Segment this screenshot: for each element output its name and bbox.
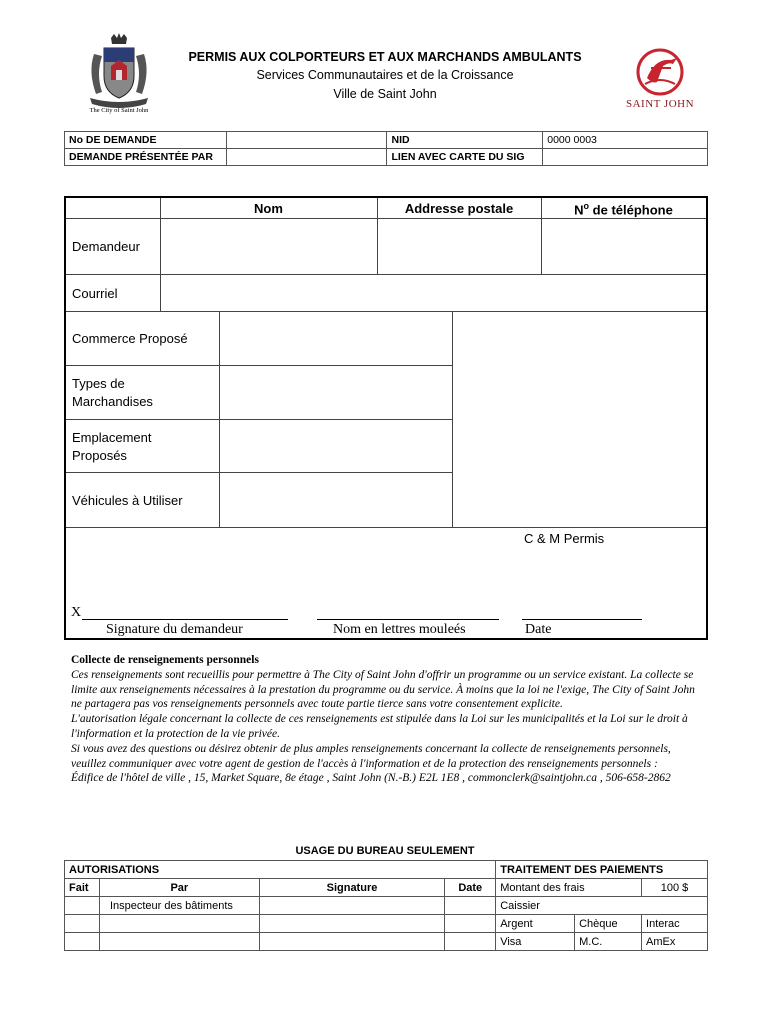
- fee-amount-label: Montant des frais: [496, 879, 642, 897]
- empty-cell[interactable]: [99, 933, 259, 951]
- signature-x-mark: X: [71, 605, 82, 620]
- cm-permit-label: C & M Permis: [524, 531, 605, 546]
- privacy-paragraph-2: L'autorisation légale concernant la collecte de ces renseignements est stipulée dans la Loi sur les municipalités et la Loi sur le droit à l'information et la protection de la vie privée.: [71, 713, 688, 740]
- application-form: [64, 196, 708, 640]
- building-inspector-label: Inspecteur des bâtiments: [99, 897, 259, 915]
- application-info-table: [64, 131, 708, 166]
- done-checkbox[interactable]: [65, 897, 100, 915]
- cashier-label: Caissier: [496, 897, 708, 915]
- fee-amount-value: 100 $: [642, 879, 708, 897]
- printed-name-caption: Nom en lettres mouleés: [333, 622, 466, 637]
- privacy-paragraph-1: Ces renseignements sont recueillis pour permettre à The City of Saint John d'offrir un programme ou un service existant. La collecte se limite aux renseignements nécessaires à la prestation du programme ou du service. À moins que la loi ne l'exige, The City of Saint John ne partagera pas vos renseignements personnels avec toute partie tierce sans votre consentement explicite.: [71, 668, 695, 711]
- cash-option[interactable]: Argent: [496, 915, 575, 933]
- signature-line[interactable]: [82, 619, 288, 620]
- authorizations-header: AUTORISATIONS: [65, 861, 496, 879]
- empty-cell[interactable]: [65, 915, 100, 933]
- signature-caption: Signature du demandeur: [106, 622, 243, 637]
- office-use-title: USAGE DU BUREAU SEULEMENT: [295, 845, 475, 857]
- signature-column-header: Signature: [259, 879, 445, 897]
- empty-cell[interactable]: [445, 915, 496, 933]
- nid-value[interactable]: 0000 0003: [543, 132, 708, 149]
- cheque-option[interactable]: Chèque: [575, 915, 642, 933]
- gis-link-label: LIEN AVEC CARTE DU SIG: [387, 149, 543, 166]
- date-column-header: Date: [445, 879, 496, 897]
- privacy-title: Collecte de renseignements personnels: [71, 654, 259, 666]
- by-column-header: Par: [99, 879, 259, 897]
- printed-name-line[interactable]: [317, 619, 499, 620]
- privacy-paragraph-3: Si vous avez des questions ou désirez obtenir de plus amples renseignements concernant la collecte de renseignements personnels, veuillez communiquer avec votre agent de gestion de l'accès à l'information et de la protection des renseignements personnels :: [71, 742, 671, 770]
- inspector-signature-field[interactable]: [259, 897, 445, 915]
- empty-cell[interactable]: [259, 915, 445, 933]
- column-header-name: Nom: [254, 201, 283, 216]
- form-title: PERMIS AUX COLPORTEURS ET AUX MARCHANDS AMBULANTS: [188, 50, 582, 64]
- department-name: Services Communautaires et de la Croissance: [256, 68, 514, 82]
- submitted-by-label: DEMANDE PRÉSENTÉE PAR: [65, 149, 227, 166]
- inspector-date-field[interactable]: [445, 897, 496, 915]
- merchandise-types-field[interactable]: [220, 366, 452, 419]
- merchandise-types-label: Types de Marchandises: [72, 376, 153, 409]
- date-caption: Date: [525, 622, 552, 637]
- applicant-name-field[interactable]: [161, 219, 377, 274]
- email-label: Courriel: [72, 286, 118, 301]
- application-number-field[interactable]: [226, 132, 387, 149]
- applicant-label: Demandeur: [72, 239, 140, 254]
- vehicles-label: Véhicules à Utiliser: [72, 493, 183, 508]
- done-column-header: Fait: [65, 879, 100, 897]
- application-number-label: No DE DEMANDE: [65, 132, 227, 149]
- proposed-locations-label: Emplacement Proposés: [72, 430, 152, 463]
- proposed-business-field[interactable]: [220, 312, 452, 365]
- mastercard-option[interactable]: M.C.: [575, 933, 642, 951]
- interac-option[interactable]: Interac: [642, 915, 708, 933]
- proposed-locations-field[interactable]: [220, 420, 452, 472]
- date-line[interactable]: [522, 619, 642, 620]
- empty-cell[interactable]: [99, 915, 259, 933]
- column-header-address: Addresse postale: [404, 201, 514, 216]
- amex-option[interactable]: AmEx: [642, 933, 708, 951]
- visa-option[interactable]: Visa: [496, 933, 575, 951]
- empty-cell[interactable]: [259, 933, 445, 951]
- office-use-table: [64, 860, 708, 951]
- submitted-by-field[interactable]: [226, 149, 387, 166]
- nid-label: NID: [387, 132, 543, 149]
- payment-processing-header: TRAITEMENT DES PAIEMENTS: [496, 861, 708, 879]
- email-field[interactable]: [161, 275, 706, 311]
- gis-link-field[interactable]: [543, 149, 708, 166]
- city-name: Ville de Saint John: [333, 87, 437, 101]
- applicant-address-field[interactable]: [378, 219, 541, 274]
- privacy-notice: [71, 653, 707, 786]
- proposed-business-label: Commerce Proposé: [72, 331, 188, 346]
- vehicles-field[interactable]: [220, 473, 452, 527]
- empty-cell[interactable]: [65, 933, 100, 951]
- saint-john-logo-caption: SAINT JOHN: [625, 98, 695, 110]
- privacy-paragraph-4: Édifice de l'hôtel de ville , 15, Market Square, 8e étage , Saint John (N.-B.) E2L 1E8 , commonclerk@saintjohn.ca , 506-658-2862: [71, 772, 671, 785]
- column-header-phone: $N^o$ de téléphone: [574, 201, 673, 218]
- empty-cell[interactable]: [445, 933, 496, 951]
- coat-of-arms-caption: The City of Saint John: [89, 107, 149, 114]
- applicant-phone-field[interactable]: [542, 219, 706, 274]
